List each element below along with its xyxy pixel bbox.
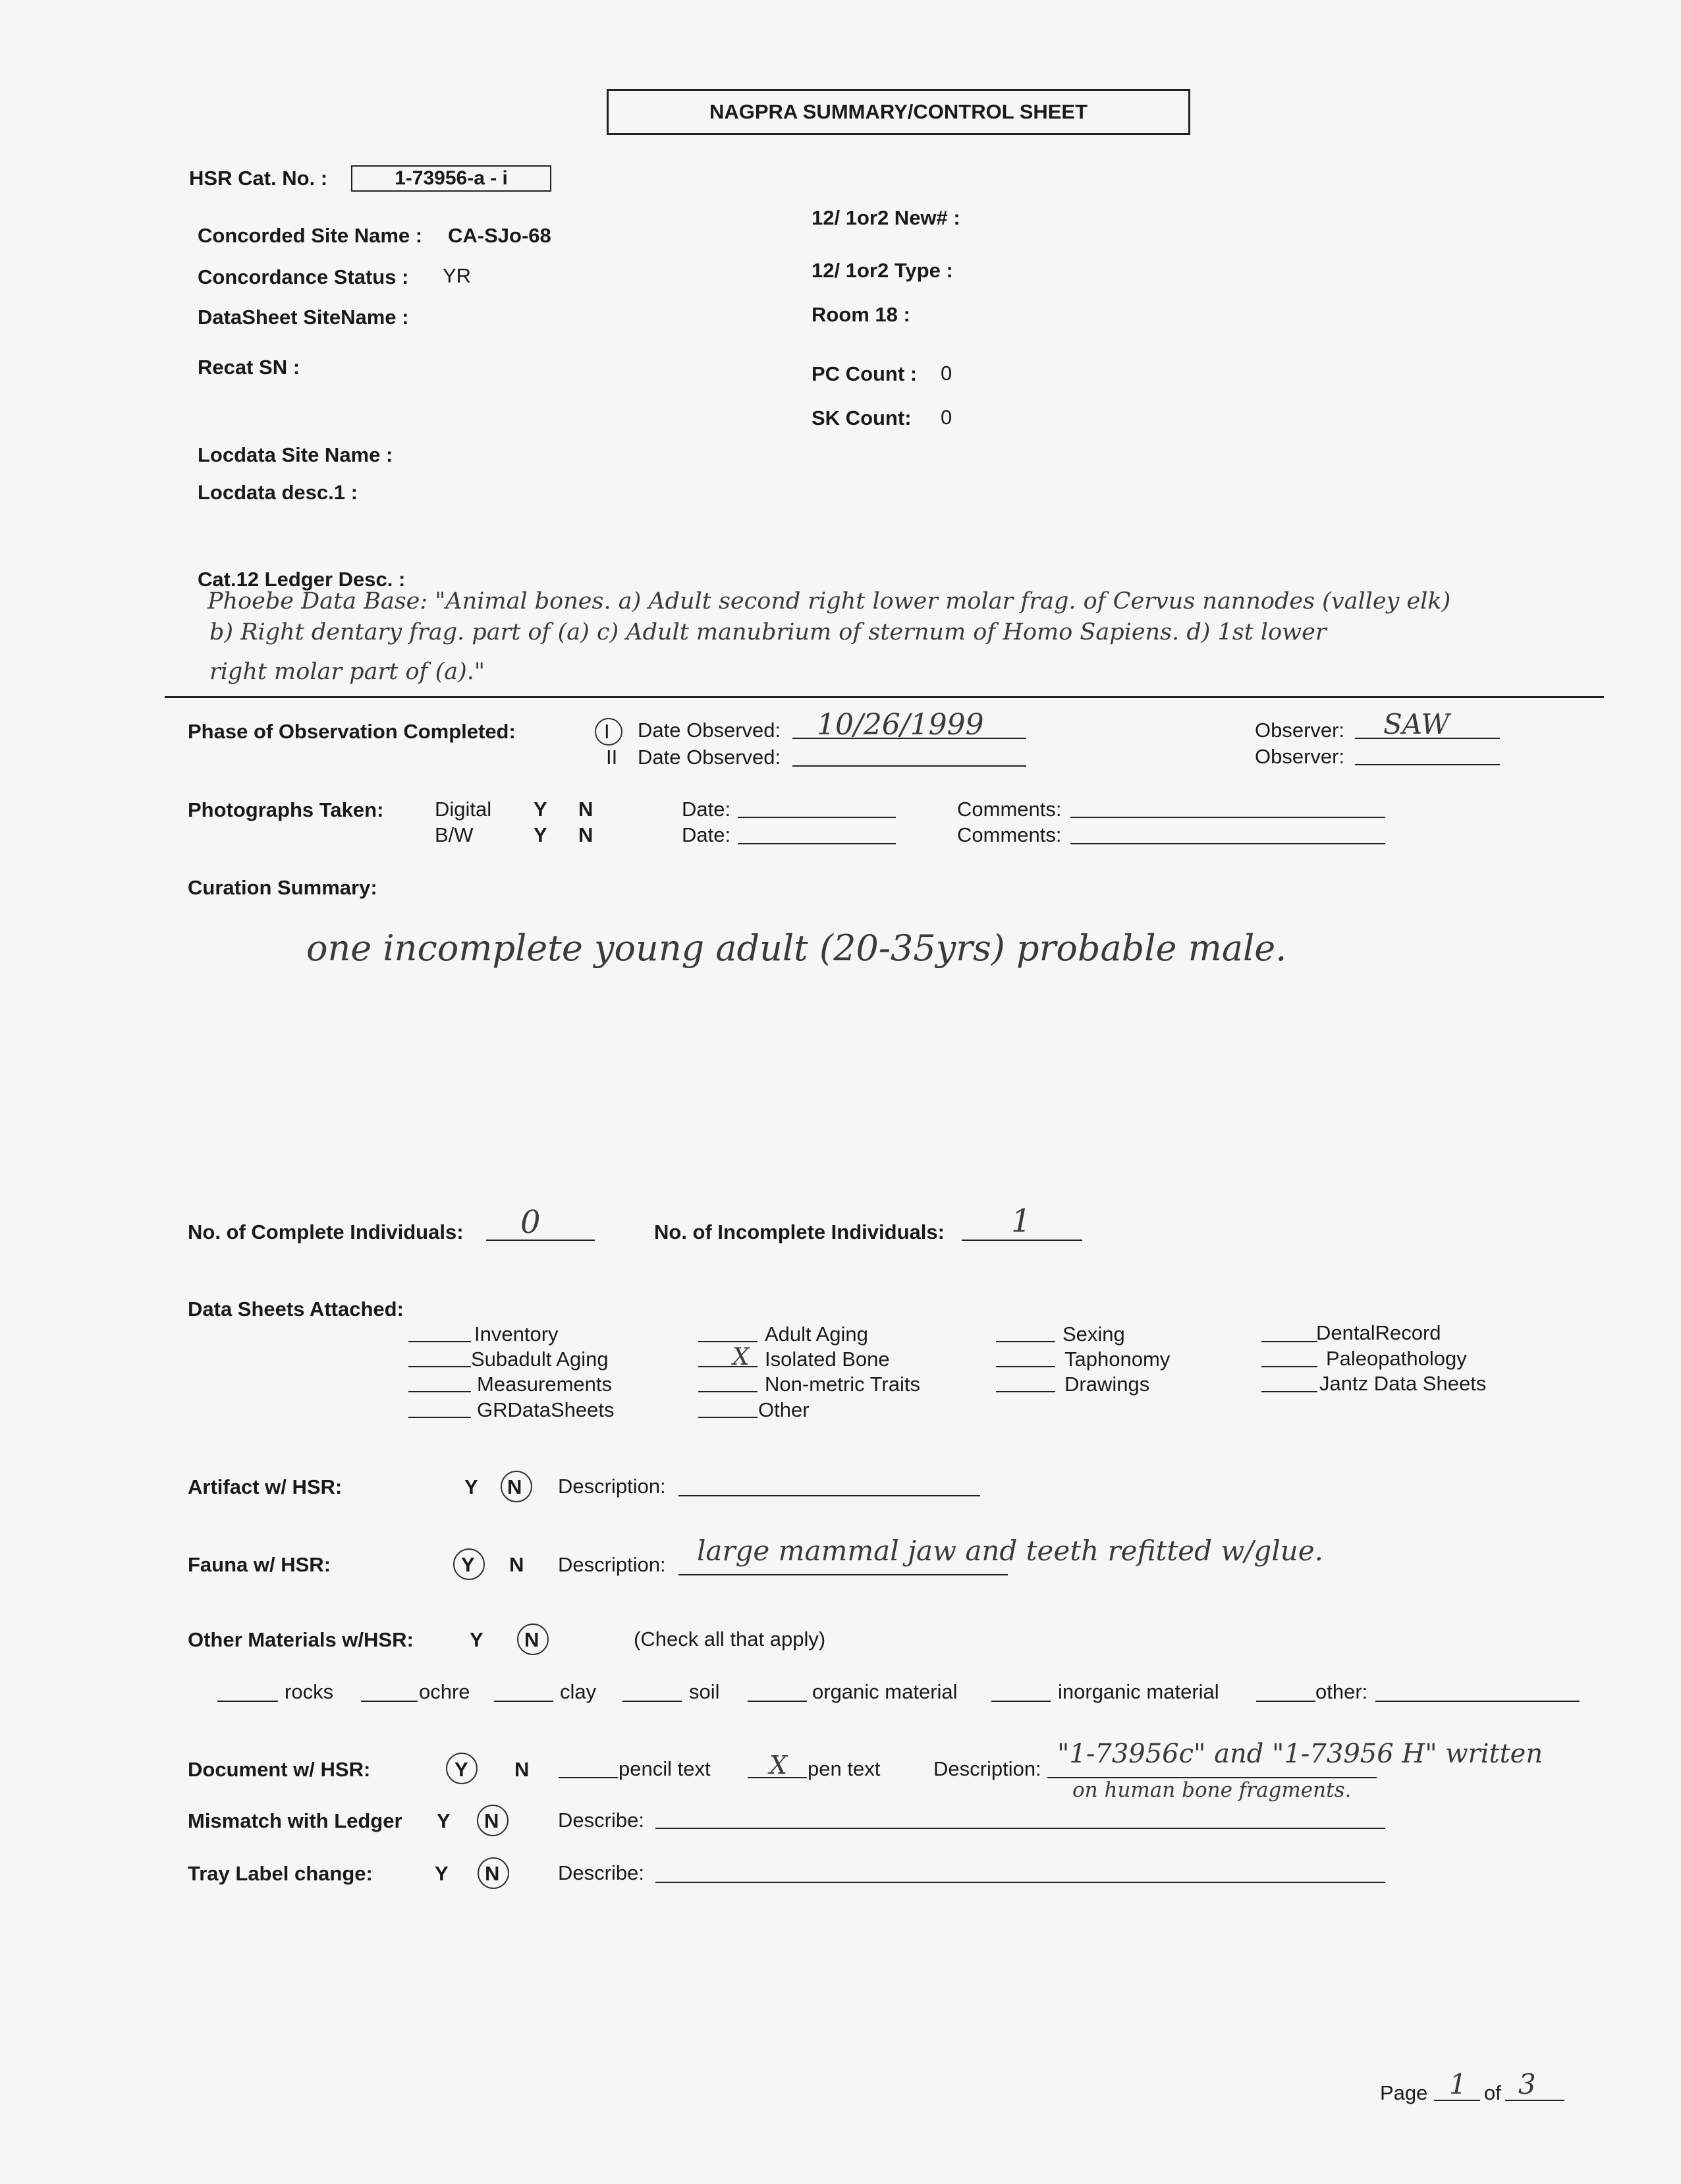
curation-label: Curation Summary:: [188, 876, 377, 899]
material-inorganic: inorganic material: [1058, 1680, 1219, 1703]
material-other: other:: [1315, 1680, 1368, 1703]
page-of-label: of: [1484, 2081, 1501, 2104]
check-line: [1261, 1366, 1317, 1367]
check-line: [217, 1701, 278, 1702]
room-label: Room 18 :: [812, 303, 910, 326]
artifact-description-line: [678, 1495, 980, 1496]
document-label: Document w/ HSR:: [188, 1758, 371, 1781]
check-line: [408, 1417, 471, 1418]
form-title: NAGPRA SUMMARY/CONTROL SHEET: [607, 89, 1190, 135]
document-description-line-2: on human bone fragments.: [1072, 1778, 1352, 1802]
fauna-description-label: Description:: [558, 1553, 666, 1576]
check-line: [996, 1341, 1055, 1342]
document-description-label: Description:: [933, 1757, 1041, 1780]
recat-sn-label: Recat SN :: [198, 356, 300, 379]
incomplete-individuals-value: 1: [1011, 1203, 1032, 1240]
material-rocks: rocks: [285, 1680, 334, 1703]
sheet-taphonomy: Taphonomy: [1064, 1348, 1171, 1371]
mismatch-y: Y: [437, 1809, 451, 1832]
incomplete-individuals-line: [962, 1240, 1082, 1241]
material-soil: soil: [689, 1680, 720, 1703]
sheet-dental-record: DentalRecord: [1316, 1321, 1441, 1344]
ledger-label: Cat.12 Ledger Desc. :: [198, 568, 406, 591]
tray-n: N: [485, 1862, 500, 1885]
sheet-measurements: Measurements: [477, 1373, 613, 1396]
pen-text-label: pen text: [808, 1757, 881, 1780]
sk-count-label: SK Count:: [812, 406, 912, 429]
check-line: [698, 1417, 758, 1418]
material-organic: organic material: [812, 1680, 958, 1703]
artifact-y: Y: [464, 1475, 478, 1498]
pc-count-value: 0: [941, 362, 952, 385]
tray-label: Tray Label change:: [188, 1862, 373, 1885]
data-sheets-label: Data Sheets Attached:: [188, 1297, 404, 1321]
mismatch-describe-line: [655, 1828, 1385, 1829]
check-line: [996, 1366, 1055, 1367]
other-materials-y: Y: [470, 1628, 483, 1651]
observation-label: Phase of Observation Completed:: [188, 720, 516, 743]
section-divider: [165, 696, 1604, 698]
mismatch-n: N: [484, 1809, 499, 1832]
mismatch-describe-label: Describe:: [558, 1809, 644, 1832]
incomplete-individuals-label: No. of Incomplete Individuals:: [654, 1220, 945, 1243]
check-line: [1261, 1391, 1317, 1392]
photo-comments-2-line: [1070, 843, 1385, 844]
fauna-y: Y: [461, 1553, 475, 1576]
digital-y: Y: [534, 798, 547, 821]
check-line: [622, 1701, 682, 1702]
date-2-line: [792, 765, 1026, 767]
page-label: Page: [1380, 2081, 1428, 2104]
check-line: [494, 1701, 553, 1702]
photo-date-1-line: [738, 817, 896, 818]
concorded-site-value: CA-SJo-68: [448, 224, 551, 247]
pc-count-label: PC Count :: [812, 362, 918, 385]
artifact-description-label: Description:: [558, 1475, 666, 1498]
sheet-drawings: Drawings: [1064, 1373, 1150, 1396]
check-line: [991, 1701, 1051, 1702]
artifact-n: N: [507, 1475, 522, 1498]
ledger-line-2: b) Right dentary frag. part of (a) c) Adult manubrium of sternum of Homo Sapiens. d) 1st lower: [209, 619, 1327, 645]
check-line: [996, 1391, 1055, 1392]
digital-label: Digital: [435, 798, 492, 821]
date-observed-label-2: Date Observed:: [638, 746, 781, 769]
photo-date-label-1: Date:: [682, 798, 731, 821]
sheet-subadult-aging: Subadult Aging: [471, 1348, 609, 1371]
tray-y: Y: [435, 1862, 449, 1885]
check-line: [698, 1391, 758, 1392]
sheet-sexing: Sexing: [1062, 1323, 1125, 1346]
fauna-n: N: [509, 1553, 524, 1576]
sheet-grdatasheets: GRDataSheets: [477, 1398, 615, 1421]
fauna-label: Fauna w/ HSR:: [188, 1553, 331, 1576]
photo-comments-label-1: Comments:: [957, 798, 1062, 821]
complete-individuals-label: No. of Complete Individuals:: [188, 1220, 464, 1243]
bw-n: N: [578, 823, 593, 846]
bw-label: B/W: [435, 823, 474, 846]
observer-2-line: [1355, 764, 1500, 765]
digital-n: N: [578, 798, 593, 821]
other-materials-n: N: [524, 1628, 539, 1651]
photo-date-2-line: [738, 843, 896, 844]
check-line: [408, 1366, 471, 1367]
sheet-non-metric-traits: Non-metric Traits: [765, 1373, 920, 1396]
check-line: [748, 1701, 807, 1702]
document-y: Y: [455, 1758, 468, 1781]
hsr-cat-label: HSR Cat. No. :: [189, 167, 328, 190]
pen-text-mark: X: [769, 1751, 788, 1780]
artifact-label: Artifact w/ HSR:: [188, 1475, 343, 1498]
sheet-inventory: Inventory: [474, 1323, 559, 1346]
check-line: [361, 1701, 418, 1702]
check-line: [1256, 1701, 1315, 1702]
document-description-line-1: "1-73956c" and "1-73956 H" written: [1057, 1739, 1543, 1769]
photo-date-label-2: Date:: [682, 823, 731, 846]
observer-1-value: SAW: [1383, 708, 1450, 740]
sheet-other: Other: [758, 1398, 810, 1421]
material-clay: clay: [560, 1680, 597, 1703]
new-number-label: 12/ 1or2 New# :: [812, 206, 960, 229]
check-line: [698, 1341, 758, 1342]
sheet-isolated-bone: Isolated Bone: [765, 1348, 890, 1371]
check-line: [408, 1341, 471, 1342]
complete-individuals-value: 0: [520, 1204, 541, 1241]
concorded-site-label: Concorded Site Name :: [198, 224, 423, 247]
locdata-desc-label: Locdata desc.1 :: [198, 481, 358, 504]
concordance-status-value: YR: [443, 264, 472, 287]
check-line: [1261, 1341, 1317, 1342]
observer-label-1: Observer:: [1255, 719, 1345, 742]
page-total: 3: [1518, 2068, 1536, 2100]
document-n: N: [514, 1758, 530, 1781]
sk-count-value: 0: [941, 406, 952, 429]
photographs-label: Photographs Taken:: [188, 798, 384, 821]
locdata-site-label: Locdata Site Name :: [198, 443, 393, 466]
photo-comments-label-2: Comments:: [957, 823, 1062, 846]
tray-describe-label: Describe:: [558, 1861, 644, 1884]
tray-describe-line: [655, 1882, 1385, 1883]
sheet-jantz: Jantz Data Sheets: [1319, 1372, 1487, 1395]
material-other-line: [1375, 1701, 1580, 1702]
fauna-description-line: [678, 1574, 1008, 1575]
phase-2-numeral: II: [606, 746, 618, 769]
material-ochre: ochre: [419, 1680, 470, 1703]
type-label: 12/ 1or2 Type :: [812, 259, 953, 282]
observer-label-2: Observer:: [1255, 745, 1345, 768]
mismatch-label: Mismatch with Ledger: [188, 1809, 402, 1832]
ledger-line-3: right molar part of (a).": [209, 659, 485, 685]
hsr-cat-value: 1-73956-a - i: [351, 165, 551, 192]
date-observed-label-1: Date Observed:: [638, 719, 781, 742]
check-line: [559, 1777, 618, 1778]
check-line: [408, 1391, 471, 1392]
curation-value: one incomplete young adult (20-35yrs) probable male.: [306, 927, 1287, 969]
other-materials-label: Other Materials w/HSR:: [188, 1628, 414, 1651]
date-1-value: 10/26/1999: [817, 708, 984, 742]
fauna-description-value: large mammal jaw and teeth refitted w/glue.: [697, 1535, 1324, 1567]
pencil-text-label: pencil text: [619, 1757, 711, 1780]
sheet-paleopathology: Paleopathology: [1326, 1347, 1467, 1370]
concordance-status-label: Concordance Status :: [198, 265, 409, 288]
sheet-adult-aging: Adult Aging: [765, 1323, 868, 1346]
photo-comments-1-line: [1070, 817, 1385, 818]
page-number: 1: [1449, 2068, 1467, 2100]
bw-y: Y: [534, 823, 547, 846]
phase-1-numeral: I: [604, 720, 610, 743]
isolated-bone-mark: X: [732, 1344, 750, 1371]
datasheet-sitename-label: DataSheet SiteName :: [198, 306, 409, 329]
ledger-line-1: Phoebe Data Base: "Animal bones. a) Adult second right lower molar frag. of Cervus nannodes (valley elk): [207, 588, 1451, 614]
check-all-note: (Check all that apply): [634, 1627, 826, 1651]
